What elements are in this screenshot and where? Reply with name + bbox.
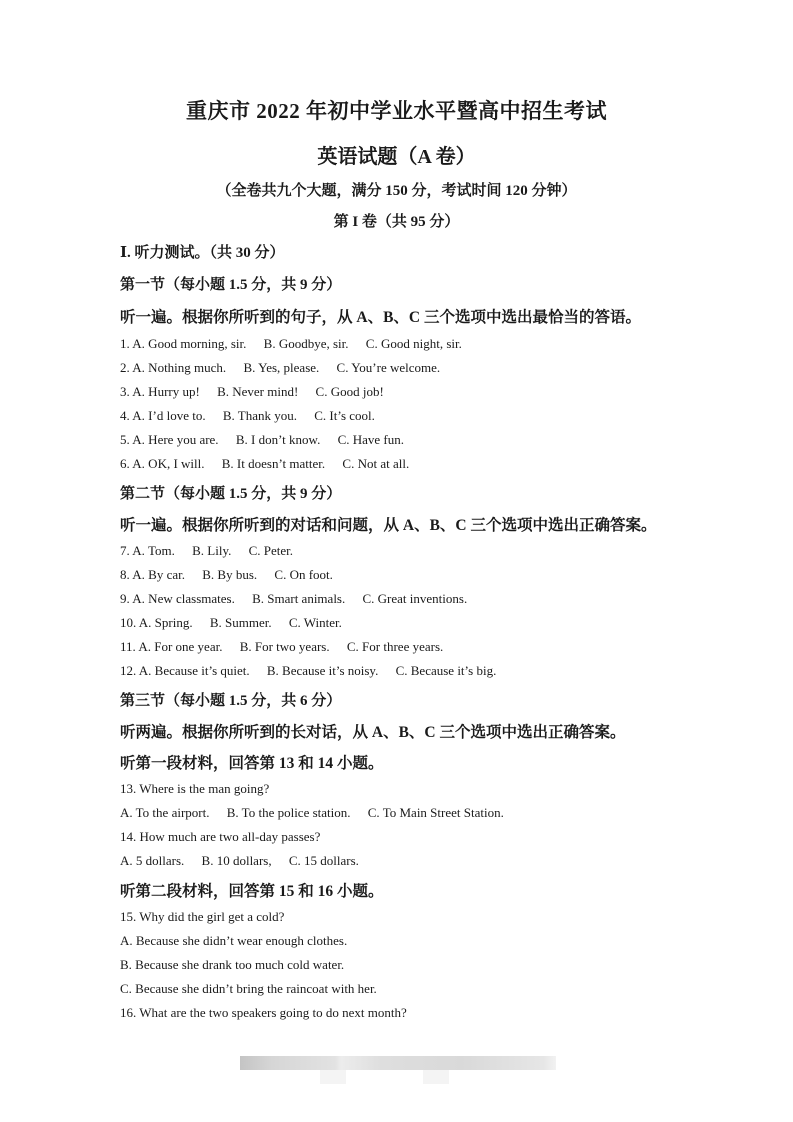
question-number: 12. xyxy=(120,663,137,678)
option-b: B. Smart animals. xyxy=(252,591,346,606)
option-c: C. You’re welcome. xyxy=(336,360,441,375)
option-a: A. By car. xyxy=(132,567,186,582)
question-3 xyxy=(120,384,384,400)
question-13-stem: 13. Where is the man going? xyxy=(120,781,270,796)
option-a: A. Because it’s quiet. xyxy=(138,663,250,678)
option-a: A. For one year. xyxy=(138,639,223,654)
option-a: A. New classmates. xyxy=(132,591,235,606)
footer-watermark xyxy=(240,1056,556,1070)
question-number: 4. xyxy=(120,408,130,423)
question-14-options xyxy=(120,853,359,869)
subsection1-instruction: 听一遍。根据你所听到的句子，从 A、B、C 三个选项中选出最恰当的答语。 xyxy=(120,309,641,326)
question-number: 6. xyxy=(120,456,130,471)
question-10 xyxy=(120,615,342,631)
question-5 xyxy=(120,432,404,448)
question-15-option-c: C. Because she didn’t bring the raincoat with her. xyxy=(120,981,377,996)
section-heading: Ⅰ. 听力测试。（共 30 分） xyxy=(120,245,285,261)
option-a: A. To the airport. xyxy=(120,805,210,820)
question-1 xyxy=(120,336,462,352)
option-b: B. Thank you. xyxy=(222,408,297,423)
option-b: B. For two years. xyxy=(239,639,330,654)
question-16-stem: 16. What are the two speakers going to do next month? xyxy=(120,1005,407,1020)
footer-watermark-fragment xyxy=(320,1070,346,1084)
option-c: C. Winter. xyxy=(288,615,342,630)
option-b: B. To the police station. xyxy=(226,805,351,820)
option-b: B. Lily. xyxy=(192,543,232,558)
exam-instructions: （全卷共九个大题，满分 150 分，考试时间 120 分钟） xyxy=(216,183,577,199)
subsection3-instruction: 听两遍。根据你所听到的长对话，从 A、B、C 三个选项中选出正确答案。 xyxy=(120,724,626,741)
option-c: C. To Main Street Station. xyxy=(367,805,504,820)
footer-watermark-fragment xyxy=(423,1070,449,1084)
option-c: C. Peter. xyxy=(248,543,294,558)
exam-subject: 英语试题（A 卷） xyxy=(317,146,476,168)
option-a: A. Nothing much. xyxy=(132,360,227,375)
question-11 xyxy=(120,639,443,655)
option-b: B. Never mind! xyxy=(217,384,299,399)
option-b: B. Yes, please. xyxy=(243,360,320,375)
question-13-options xyxy=(120,805,504,821)
option-c: C. It’s cool. xyxy=(314,408,375,423)
option-b: B. Because it’s noisy. xyxy=(266,663,379,678)
question-number: 11. xyxy=(120,639,136,654)
question-number: 9. xyxy=(120,591,130,606)
material2-heading: 听第二段材料，回答第 15 和 16 小题。 xyxy=(120,883,384,900)
option-b: B. Goodbye, sir. xyxy=(263,336,349,351)
subsection1-heading: 第一节（每小题 1.5 分，共 9 分） xyxy=(120,277,342,293)
question-9 xyxy=(120,591,467,607)
question-15-option-a: A. Because she didn’t wear enough clothes. xyxy=(120,933,348,948)
option-a: A. Good morning, sir. xyxy=(132,336,247,351)
option-c: C. Good job! xyxy=(315,384,384,399)
question-number: 10. xyxy=(120,615,137,630)
option-c: C. Because it’s big. xyxy=(395,663,497,678)
option-a: A. OK, I will. xyxy=(132,456,205,471)
option-a: A. Hurry up! xyxy=(132,384,200,399)
question-number: 3. xyxy=(120,384,130,399)
option-c: C. On foot. xyxy=(274,567,333,582)
option-b: B. It doesn’t matter. xyxy=(221,456,326,471)
question-14-stem: 14. How much are two all-day passes? xyxy=(120,829,321,844)
option-a: A. Here you are. xyxy=(132,432,219,447)
material1-heading: 听第一段材料，回答第 13 和 14 小题。 xyxy=(120,755,384,772)
question-number: 8. xyxy=(120,567,130,582)
question-6 xyxy=(120,456,409,472)
question-number: 2. xyxy=(120,360,130,375)
option-b: B. 10 dollars, xyxy=(201,853,272,868)
option-c: C. For three years. xyxy=(346,639,444,654)
question-15-stem: 15. Why did the girl get a cold? xyxy=(120,909,285,924)
question-8 xyxy=(120,567,333,583)
option-c: C. 15 dollars. xyxy=(288,853,359,868)
option-c: C. Great inventions. xyxy=(362,591,468,606)
question-15-option-b: B. Because she drank too much cold water. xyxy=(120,957,345,972)
option-a: A. 5 dollars. xyxy=(120,853,185,868)
option-b: B. I don’t know. xyxy=(235,432,321,447)
option-b: B. By bus. xyxy=(202,567,258,582)
question-12 xyxy=(120,663,496,679)
option-a: A. Spring. xyxy=(138,615,193,630)
option-c: C. Not at all. xyxy=(342,456,410,471)
subsection2-instruction: 听一遍。根据你所听到的对话和问题，从 A、B、C 三个选项中选出正确答案。 xyxy=(120,517,657,534)
question-number: 5. xyxy=(120,432,130,447)
question-2 xyxy=(120,360,440,376)
option-a: A. Tom. xyxy=(132,543,175,558)
question-4 xyxy=(120,408,375,424)
question-7 xyxy=(120,543,293,559)
option-c: C. Have fun. xyxy=(337,432,404,447)
subsection2-heading: 第二节（每小题 1.5 分，共 9 分） xyxy=(120,486,342,502)
part-heading: 第 I 卷（共 95 分） xyxy=(333,214,460,230)
exam-title: 重庆市 2022 年初中学业水平暨高中招生考试 xyxy=(186,99,607,123)
subsection3-heading: 第三节（每小题 1.5 分，共 6 分） xyxy=(120,693,342,709)
question-number: 1. xyxy=(120,336,130,351)
option-b: B. Summer. xyxy=(209,615,272,630)
option-a: A. I’d love to. xyxy=(132,408,206,423)
question-number: 7. xyxy=(120,543,130,558)
option-c: C. Good night, sir. xyxy=(365,336,462,351)
